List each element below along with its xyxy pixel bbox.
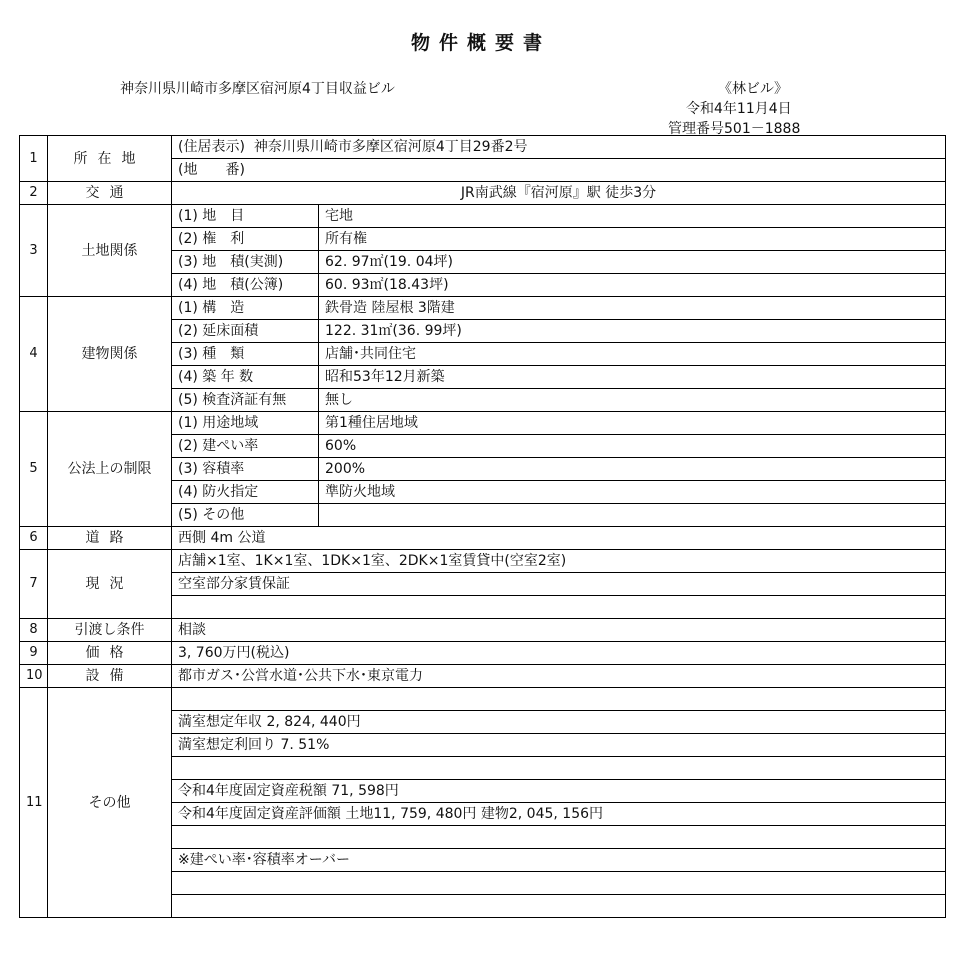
document-date: 令和4年11月4日 — [686, 101, 792, 117]
regulation-item-label: (2) 建ぺい率 — [172, 435, 319, 458]
row-label-other: その他 — [48, 688, 172, 918]
row-number: 4 — [20, 297, 48, 412]
row-number: 8 — [20, 619, 48, 642]
land-item-label: (4) 地 積(公簿) — [172, 274, 319, 297]
building-item-value: 無し — [319, 389, 946, 412]
regulation-item-value: 60% — [319, 435, 946, 458]
land-item-value: 宅地 — [319, 205, 946, 228]
location-residential-label: (住居表示) — [178, 139, 245, 155]
regulation-item-value: 200% — [319, 458, 946, 481]
row-number: 3 — [20, 205, 48, 297]
table-row — [20, 136, 946, 159]
row-number: 2 — [20, 182, 48, 205]
location-residential-cell — [172, 136, 946, 159]
building-item-label: (1) 構 造 — [172, 297, 319, 320]
table-row — [20, 642, 946, 665]
row-label-location: 所在地 — [48, 136, 172, 182]
row-label-status: 現況 — [48, 550, 172, 619]
regulation-item-value: 第1種住居地域 — [319, 412, 946, 435]
building-item-value: 昭和53年12月新築 — [319, 366, 946, 389]
row-number: 1 — [20, 136, 48, 182]
other-line — [172, 826, 946, 849]
other-line — [172, 757, 946, 780]
building-item-label: (4) 築 年 数 — [172, 366, 319, 389]
row-label-price: 価格 — [48, 642, 172, 665]
row-label-transport: 交通 — [48, 182, 172, 205]
land-item-label: (3) 地 積(実測) — [172, 251, 319, 274]
delivery-value: 相談 — [172, 619, 946, 642]
table-row — [20, 665, 946, 688]
building-item-value: 店舗･共同住宅 — [319, 343, 946, 366]
management-number: 管理番号501－1888 — [668, 121, 801, 137]
row-label-road: 道路 — [48, 527, 172, 550]
table-row — [20, 205, 946, 228]
row-label-delivery: 引渡し条件 — [48, 619, 172, 642]
land-item-label: (2) 権 利 — [172, 228, 319, 251]
regulation-item-label: (5) その他 — [172, 504, 319, 527]
location-lot-label: (地 番) — [172, 159, 946, 182]
building-item-label: (5) 検査済証有無 — [172, 389, 319, 412]
row-label-building: 建物関係 — [48, 297, 172, 412]
other-line — [172, 872, 946, 895]
row-number: 5 — [20, 412, 48, 527]
table-row — [20, 412, 946, 435]
property-nickname: 《林ビル》 — [718, 81, 788, 97]
other-line: 令和4年度固定資産評価額 土地11, 759, 480円 建物2, 045, 156円 — [172, 803, 946, 826]
table-row — [20, 550, 946, 573]
other-line: ※建ぺい率･容積率オーバー — [172, 849, 946, 872]
price-value: 3, 760万円(税込) — [172, 642, 946, 665]
other-line: 満室想定利回り 7. 51% — [172, 734, 946, 757]
status-line — [172, 596, 946, 619]
regulation-item-label: (4) 防火指定 — [172, 481, 319, 504]
regulation-item-label: (1) 用途地域 — [172, 412, 319, 435]
row-number: 6 — [20, 527, 48, 550]
property-name: 神奈川県川崎市多摩区宿河原4丁目収益ビル — [120, 81, 395, 97]
regulation-item-value: 準防火地域 — [319, 481, 946, 504]
land-item-value: 60. 93㎡(18.43坪) — [319, 274, 946, 297]
property-summary-table — [19, 135, 946, 918]
row-label-facilities: 設備 — [48, 665, 172, 688]
status-line: 空室部分家賃保証 — [172, 573, 946, 596]
row-number: 9 — [20, 642, 48, 665]
building-item-label: (2) 延床面積 — [172, 320, 319, 343]
table-row — [20, 182, 946, 205]
table-row — [20, 619, 946, 642]
building-item-value: 122. 31㎡(36. 99坪) — [319, 320, 946, 343]
row-number: 11 — [20, 688, 48, 918]
row-label-land: 土地関係 — [48, 205, 172, 297]
land-item-value: 62. 97㎡(19. 04坪) — [319, 251, 946, 274]
land-item-value: 所有権 — [319, 228, 946, 251]
status-line: 店舗×1室、1K×1室、1DK×1室、2DK×1室賃貸中(空室2室) — [172, 550, 946, 573]
regulation-item-value — [319, 504, 946, 527]
land-item-label: (1) 地 目 — [172, 205, 319, 228]
other-line — [172, 895, 946, 918]
building-item-value: 鉄骨造 陸屋根 3階建 — [319, 297, 946, 320]
row-label-regulations: 公法上の制限 — [48, 412, 172, 527]
building-item-label: (3) 種 類 — [172, 343, 319, 366]
row-number: 7 — [20, 550, 48, 619]
other-line — [172, 688, 946, 711]
row-number: 10 — [20, 665, 48, 688]
other-line: 令和4年度固定資産税額 71, 598円 — [172, 780, 946, 803]
road-value: 西側 4m 公道 — [172, 527, 946, 550]
document-title: 物件概要書 — [410, 32, 551, 54]
transport-value: JR南武線『宿河原』駅 徒歩3分 — [172, 182, 946, 205]
other-line: 満室想定年収 2, 824, 440円 — [172, 711, 946, 734]
table-row — [20, 527, 946, 550]
location-residential-value: 神奈川県川崎市多摩区宿河原4丁目29番2号 — [253, 139, 528, 155]
facilities-value: 都市ガス･公営水道･公共下水･東京電力 — [172, 665, 946, 688]
regulation-item-label: (3) 容積率 — [172, 458, 319, 481]
table-row — [20, 297, 946, 320]
table-row — [20, 688, 946, 711]
